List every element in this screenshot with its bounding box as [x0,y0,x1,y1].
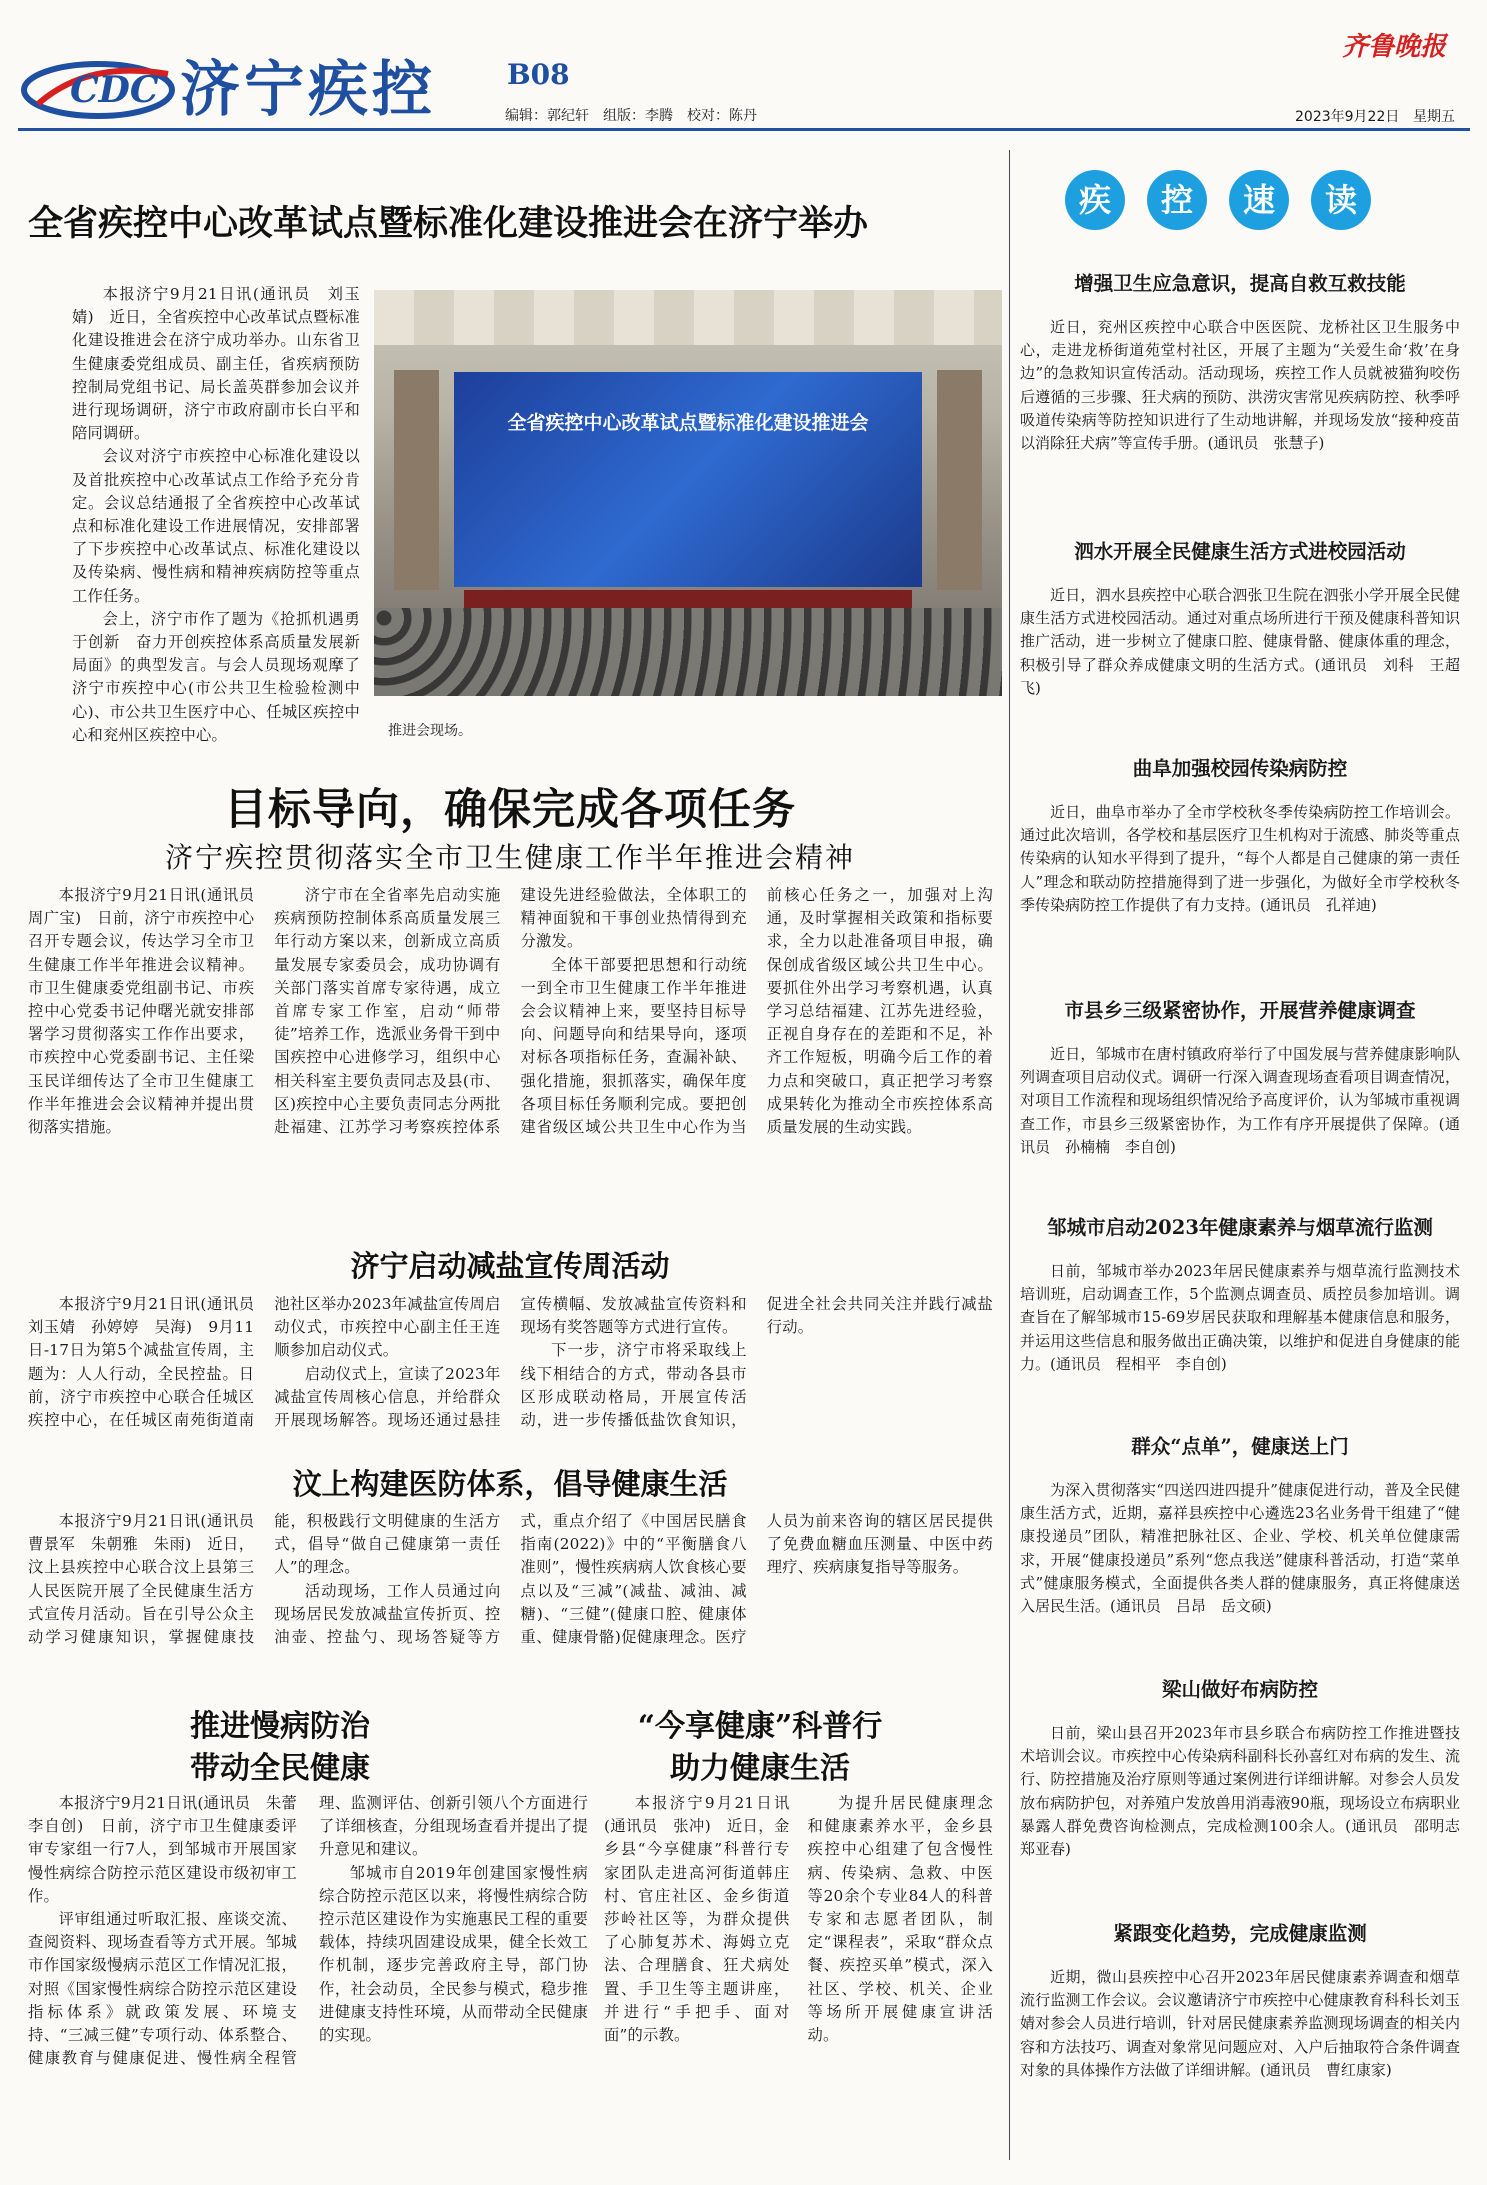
article1-headline: 全省疾控中心改革试点暨标准化建设推进会在济宁举办 [28,203,869,244]
article2-subheadline: 济宁疾控贯彻落实全市卫生健康工作半年推进会精神 [164,841,855,874]
sidebar-item-headline: 群众“点单”，健康送上门 [1131,1435,1349,1458]
sidebar-item [1020,753,1460,917]
sidebar-item-headline: 市县乡三级紧密协作，开展营养健康调查 [1064,999,1416,1022]
sidebar-item-text: 近日，泗水县疾控中心联合泗张卫生院在泗张小学开展全民健康生活方式进校园活动。通过对重点场所进行干预及健康科普知识推广活动，进一步树立了健康口腔、健康骨骼、健康体重的理念，积极引导了群众养成健康文明的生活方式。(通讯员 刘科 王超飞) [1020,586,1460,697]
article3-paragraph: 本报济宁9月21日讯(通讯员 刘玉婧 孙婷婷 吴海) 9月11日-17日为第5个减盐宣传周，主题为：人人行动，全民控盐。日前，济宁市疾控中心联合任城区疾控中心，在任城区南苑街道南池社区举办2023年减盐宣传周启动仪式，市疾控中心副主任王连顺参加启动仪式。 [28,1295,501,1430]
sidebar-item [1020,1918,1460,2082]
sidebar-title [1065,170,1395,232]
issue-weekday: 星期五 [1413,109,1455,125]
sidebar-item [1020,268,1476,455]
article2-paragraph: 本报济宁9月21日讯(通讯员 周广宝) 日前，济宁市疾控中心召开专题会议，传达学习全市卫生健康工作半年推进会议精神。市卫生健康委党组副书记、市疾控中心党委书记仲曙光就安排部署学习贯彻落实工作作出要求，市疾控中心党委副书记、主任梁玉民详细传达了全市卫生健康工作半年推进会会议精神并提出贯彻落实措施。 [28,886,270,1137]
article5-paragraph: 本报济宁9月21日讯(通讯员 朱蕾 李自创) 日前，济宁市卫生健康委评审专家组一行7人，到邹城市开展国家慢性病综合防控示范区建设市级初审工作。 [28,1794,313,1905]
article6-body [604,1792,993,2152]
article2-headline: 目标导向，确保完成各项任务 [224,785,796,835]
section-title: 济宁疾控 [180,55,436,125]
sidebar-item-text: 近日，兖州区疾控中心联合中医医院、龙桥社区卫生服务中心，走进龙桥街道苑堂村社区，开展了主题为“关爱生命‘救’在身边”的急救知识宣传活动。活动现场，疾控工作人员就被猫狗咬伤后遵循的三步骤、狂犬病的预防、洪涝灾害常见疾病防控、秋季呼吸道传染病等防控知识进行了生动地讲解，并现场发放“接种疫苗 以消除狂犬病”等宣传手册。(通讯员 张慧子) [1020,318,1476,453]
article1-caption: 推进会现场。 [388,723,472,739]
article3-paragraph: 下一步，济宁市将采取线上线下相结合的方式，带动各县市区形成联动格局，开展宣传活动，进一步传播低盐饮食知识，促进全社会共同关注并践行减盐行动。 [520,1295,993,1430]
article1-paragraph: 本报济宁9月21日讯(通讯员 刘玉婧) 近日，全省疾控中心改革试点暨标准化建设推进会在济宁成功举办。山东省卫生健康委党组成员、副主任，省疾病预防控制局党组书记、局长盖英群参加会议并进行现场调研，济宁市政府副市长白平和陪同调研。 [72,285,360,443]
column-divider [1009,150,1010,2160]
sidebar-item-headline: 邹城市启动2023年健康素养与烟草流行监测 [1047,1216,1433,1239]
sidebar-title-char: 控 [1147,170,1207,230]
sidebar-item [1020,1674,1476,1861]
article3-paragraph: 启动仪式上，宣读了2023年减盐宣传周核心信息，并给群众开展现场解答。现场还通过悬挂宣传横幅、发放减盐宣传资料和现场有奖答题等方式进行宣传。 [274,1295,747,1430]
sidebar-title-char: 速 [1229,170,1289,230]
article6-headline [600,1706,920,1790]
sidebar-item-text: 日前，邹城市举办2023年居民健康素养与烟草流行监测技术培训班，启动调查工作，5个监测点调查员、质控员参加培训。调查旨在了解邹城市15-69岁居民获取和理解基本健康信息和服务，并运用这些信息和服务做出正确决策，以维护和促进自身健康的能力。(通讯员 程相平 李自创) [1020,1262,1460,1373]
sidebar-item-headline: 梁山做好布病防控 [1161,1678,1318,1701]
page-number: B08 [507,58,570,91]
sidebar-title-char: 读 [1311,170,1371,230]
article4-headline: 汶上构建医防体系，倡导健康生活 [292,1467,728,1501]
sidebar-item-text: 近日，邹城市在唐村镇政府举行了中国发展与营养健康影响队列调查项目启动仪式。调研一行深入调查现场查看项目调查情况，对项目工作流程和现场组织情况给予高度评价，认为邹城市重视调查工作，市县乡三级紧密协作，为工作有序开展提供了保障。(通讯员 孙楠楠 李自创) [1020,1045,1460,1156]
article6-headline-line: 助力健康生活 [670,1751,850,1786]
article3-body [28,1293,993,1435]
masthead-rule [18,128,1470,131]
sidebar-title-char: 疾 [1065,170,1125,230]
article4-paragraph: 本报济宁9月21日讯(通讯员 曹景军 朱朝雅 朱雨) 近日，汶上县疾控中心联合汶上县第三人民医院开展了全民健康生活方式宣传月活动。旨在引导公众主动学习健康知识，掌握健康技能，积极践行文明健康的生活方式，倡导“做自己健康第一责任人”的理念。 [28,1512,501,1647]
sidebar-item [1020,536,1460,700]
svg-text:CDC: CDC [70,69,159,111]
sidebar-item-headline: 曲阜加强校园传染病防控 [1132,757,1348,780]
article5-headline-line: 推进慢病防治 [190,1709,370,1744]
article3-headline: 济宁启动减盐宣传周活动 [350,1249,670,1283]
sidebar-item [1020,1212,1460,1376]
article4-paragraph: 活动现场，工作人员通过向现场居民发放减盐宣传折页、控油壶、控盐勺、现场答疑等方式，重点介绍了《中国居民膳食指南(2022)》中的“平衡膳食八准则”，慢性疾病病人饮食核心要点以及“三减”(减盐、减油、减糖)、“三健”(健康口腔、健康体重、健康骨骼)促健康理念。医疗人员为前来咨询的辖区居民提供了免费血糖血压测量、中医中药理疗、疾病康复指导等服务。 [274,1512,993,1647]
article1-body [72,283,360,747]
credits: 编辑：郭纪轩 组版：李腾 校对：陈丹 [505,108,757,124]
article2-paragraph: 全体干部要把思想和行动统一到全市卫生健康工作半年推进会会议精神上来，要坚持目标导向、问题导向和结果导向，逐项对标各项指标任务，查漏补缺、强化措施，狠抓落实，确保年度各项目标任务顺利完成。要把创建省级区域公共卫生中心作为当前核心任务之一，加强对上沟通，及时掌握相关政策和指标要求，全力以赴准备项目申报，确保创成省级区域公共卫生中心。要抓住外出学习考察机遇，认真学习总结福建、江苏先进经验，正视自身存在的差距和不足，补齐工作短板，明确今后工作的着力点和突破口，真正把学习考察成果转化为推动全市疾控体系高质量发展的生动实践。 [520,886,993,1137]
sidebar-item [1020,1431,1460,1618]
logo-icon [18,52,178,124]
masthead [0,0,1487,135]
article6-paragraph: 本报济宁9月21日讯(通讯员 张冲) 近日，金乡县“今享健康”科普行专家团队走进高河街道韩庄村、官庄社区、金乡街道莎岭社区等，为群众提供了心肺复苏术、海姆立克法、合理膳食、狂犬病处置、手卫生等主题讲座，并进行“手把手、面对面”的示教。 [604,1794,790,2045]
article1-paragraph: 会议对济宁市疾控中心标准化建设以及首批疾控中心改革试点工作给予充分肯定。会议总结通报了全省疾控中心改革试点和标准化建设工作进展情况，安排部署了下步疾控中心改革试点、标准化建设以及传染病、慢性病和精神疾病防控等重点工作任务。 [72,447,360,605]
article2-paragraph: 济宁市在全省率先启动实施疾病预防控制体系高质量发展三年行动方案以来，创新成立高质量发展专家委员会，成功协调有关部门落实首席专家待遇，成立首席专家工作室，启动“师带徒”培养工作，选派业务骨干到中国疾控中心进修学习，组织中心相关科室主要负责同志及县(市、区)疾控中心主要负责同志分两批赴福建、江苏学习考察疾控体系建设先进经验做法，全体职工的精神面貌和干事创业热情得到充分激发。 [274,886,747,1137]
article4-body [28,1510,993,1676]
sidebar-item-text: 近日，曲阜市举办了全市学校秋冬季传染病防控工作培训会。通过此次培训，各学校和基层医疗卫生机构对于流感、肺炎等重点传染病的认知水平得到了提升，“每个人都是自己健康的第一责任人”理念和联动防控措施得到了进一步强化，为做好全市学校秋冬季传染病防控工作提供了有力支持。(通讯员 孔祥迪) [1020,803,1460,914]
article5-body [28,1792,588,2157]
article5-headline [150,1706,410,1790]
sidebar-item-text: 为深入贯彻落实“四送四进四提升”健康促进行动，普及全民健康生活方式，近期，嘉祥县疾控中心遴选23名业务骨干组建了“健康投递员”团队，精准把脉社区、企业、学校、机关单位健康需求，开展“健康投递员”系列“您点我送”健康科普活动，打造“菜单式”健康服务模式，全面提供各类人群的健康服务，真正将健康送入居民生活。(通讯员 吕昂 岳文硕) [1020,1481,1460,1616]
sidebar-item-headline: 增强卫生应急意识，提高自救互救技能 [1074,272,1406,295]
article5-paragraph: 评审组通过听取汇报、座谈交流、查阅资料、现场查看等方式开展。邹城市作国家级慢病示范区工作情况汇报，对照《国家慢性病综合防控示范区建设指标体系》就政策发展、环境支持、“三减三健”专项行动、体系整合、健康教育与健康促进、慢性病全程管理、监测评估、创新引领八个方面进行了详细核查，分组现场查看并提出了提升意见和建议。 [28,1794,588,2068]
photo-banner: 全省疾控中心改革试点暨标准化建设推进会 [507,412,869,434]
sidebar-item-headline: 紧跟变化趋势，完成健康监测 [1113,1922,1367,1945]
issue-date: 2023年9月22日 [1295,109,1400,125]
article1-photo [374,290,1002,696]
article5-headline-line: 带动全民健康 [190,1751,370,1786]
newspaper-name: 齐鲁晚报 [1342,32,1447,62]
sidebar-item-text: 近期，微山县疾控中心召开2023年居民健康素养调查和烟草流行监测工作会议。会议邀请济宁市疾控中心健康教育科科长刘玉婧对参会人员进行培训，针对居民健康素养监测现场调查的相关内容和方法技巧、调查对象常见问题应对、入户后抽取符合条件调查对象的具体操作方法做了详细讲解。(通讯员 曹红康家) [1020,1968,1460,2079]
article5-paragraph: 邹城市自2019年创建国家慢性病综合防控示范区以来，将慢性病综合防控示范区建设作为实施惠民工程的重要载体，持续巩固建设成果，健全长效工作机制，逐步完善政府主导，部门协作，社会动员，全民参与模式，稳步推进健康支持性环境，从而带动全民健康的实现。 [319,1863,588,2045]
article2-body [28,884,993,1219]
sidebar-item-headline: 泗水开展全民健康生活方式进校园活动 [1074,540,1406,563]
sidebar-item [1020,995,1460,1159]
sidebar-item-text: 日前，梁山县召开2023年市县乡联合布病防控工作推进暨技术培训会议。市疾控中心传染病科副科长孙喜红对布病的发生、流行、防控措施及治疗原则等通过案例进行详细讲解。对参会人员发放布病防护包，对养殖户发放兽用消毒液90瓶，现场设立布病职业暴露人群免费咨询检测点，完成检测100余人。(通讯员 邵明志 郑亚春) [1020,1724,1476,1859]
article6-headline-line: “今享健康”科普行 [637,1709,883,1744]
article1-paragraph: 会上，济宁市作了题为《抢抓机遇勇于创新 奋力开创疾控体系高质量发展新局面》的典型发言。与会人员现场观摩了济宁市疾控中心(市公共卫生检验检测中心)、市公共卫生医疗中心、任城区疾控中心和兖州区疾控中心。 [72,609,360,744]
article6-paragraph: 为提升居民健康理念和健康素养水平，金乡县疾控中心组建了包含慢性病、传染病、急救、中医等20余个专业84人的科普专家和志愿者团队，制定“课程表”，采取“群众点餐、疾控买单”模式，深入社区、学校、机关、企业等场所开展健康宣讲活动。 [807,1794,993,2045]
